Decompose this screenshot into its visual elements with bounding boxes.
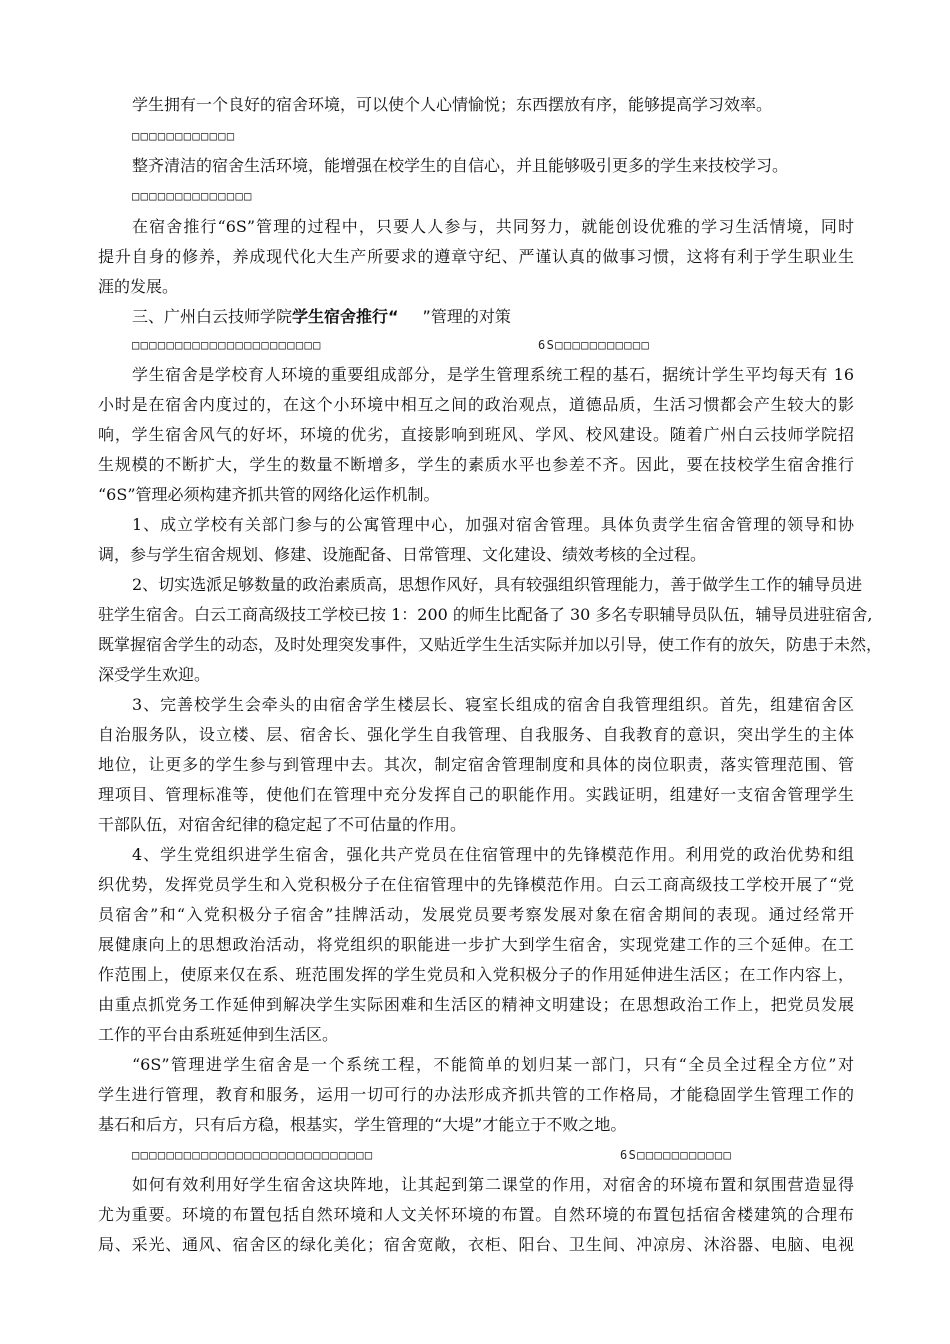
paragraph-line: 涯的发展。	[98, 277, 179, 296]
section-heading	[132, 302, 854, 332]
paragraph-line: 深受学生欢迎。	[98, 665, 211, 684]
paragraph-line: 3、完善校学生会牵头的由宿舍学生楼层长、寝室长组成的宿舍自我管理组织。首先，组建宿舍区	[132, 695, 854, 714]
garbled-text: □□□□□□□□□□□□□□	[132, 189, 253, 203]
paragraph-line: 提升自身的修养，养成现代化大生产所要求的遵章守纪、严谨认真的做事习惯，这将有利于学生职业生	[98, 247, 854, 266]
paragraph-line: 地位，让更多的学生参与到管理中去。其次，制定宿舍管理制度和具体的岗位职责，落实管理范围、管	[98, 755, 854, 774]
section-heading-part2: 学生宿舍推行“	[292, 307, 399, 326]
garbled-text: 6S□□□□□□□□□□□	[620, 1148, 733, 1162]
paragraph-line: 学生宿舍是学校育人环境的重要组成部分，是学生管理系统工程的基石，据统计学生平均每天有 16	[132, 365, 854, 384]
paragraph-line: 尤为重要。环境的布置包括自然环境和人文关怀环境的布置。自然环境的布置包括宿舍楼建筑的合理布	[98, 1205, 854, 1224]
paragraph-line: 局、采光、通风、宿舍区的绿化美化；宿舍宽敞，衣柜、阳台、卫生间、冲凉房、沐浴器、电脑、电视	[98, 1235, 854, 1254]
paragraph-line: “6S”管理进学生宿舍是一个系统工程，不能简单的划归某一部门，只有“全员全过程全方位”对	[132, 1055, 854, 1074]
paragraph-line: 展健康向上的思想政治活动，将党组织的职能进一步扩大到学生宿舍，实现党建工作的三个延伸。在工	[98, 935, 854, 954]
garbled-text: □□□□□□□□□□□□□□□□□□□□□□	[132, 338, 322, 352]
paragraph-line: 如何有效利用好学生宿舍这块阵地，让其起到第二课堂的作用，对宿舍的环境布置和氛围营造显得	[132, 1175, 854, 1194]
paragraph-line: 员宿舍”和“入党积极分子宿舍”挂牌活动，发展党员要考察发展对象在宿舍期间的表现。通过经常开	[98, 905, 854, 924]
paragraph-line: 理项目、管理标准等，使他们在管理中充分发挥自己的职能作用。实践证明，组建好一支宿舍管理学生	[98, 785, 854, 804]
paragraph-line: 既掌握宿舍学生的动态，及时处理突发事件，又贴近学生生活实际并加以引导，使工作有的放矢，防患于未然，	[98, 635, 883, 654]
paragraph-line: 学生进行管理，教育和服务，运用一切可行的办法形成齐抓共管的工作格局，才能稳固学生管理工作的	[98, 1085, 854, 1104]
paragraph-text: 整齐清洁的宿舍生活环境，能增强在校学生的自信心，并且能够吸引更多的学生来技校学习。	[132, 156, 789, 175]
paragraph-line: 2、切实选派足够数量的政治素质高，思想作风好，具有较强组织管理能力，善于做学生工作的辅导员进	[132, 575, 863, 594]
paragraph-line: 自治服务队，设立楼、层、宿舍长、强化学生自我管理、自我服务、自我教育的意识，突出学生的主体	[98, 725, 854, 744]
paragraph-line: 织优势，发挥党员学生和入党积极分子在住宿管理中的先锋模范作用。白云工商高级技工学校开展了“党	[98, 875, 854, 894]
paragraph-line: 调，参与学生宿舍规划、修建、设施配备、日常管理、文化建设、绩效考核的全过程。	[98, 545, 707, 564]
paragraph-line: 驻学生宿舍。白云工商高级技工学校已按 1：200 的师生比配备了 30 多名专职辅导员队伍，辅导员进驻宿舍,	[98, 605, 873, 624]
paragraph-line: 1、成立学校有关部门参与的公寓管理中心，加强对宿舍管理。具体负责学生宿舍管理的领导和协	[132, 515, 854, 534]
garbled-text: □□□□□□□□□□□□	[132, 129, 236, 143]
paragraph-line: 作范围上，使原来仅在系、班范围发挥的学生党员和入党积极分子的作用延伸进生活区；在工作内容上，	[98, 965, 854, 984]
paragraph-line: 小时是在宿舍内度过的，在这个小环境中相互之间的政治观点，道德品质，生活习惯都会产生较大的影	[98, 395, 854, 414]
paragraph-text: 学生拥有一个良好的宿舍环境，可以使个人心情愉悦；东西摆放有序，能够提高学习效率。	[132, 95, 773, 114]
paragraph-line: 干部队伍，对宿舍纪律的稳定起了不可估量的作用。	[98, 815, 467, 834]
paragraph-line: 工作的平台由系班延伸到生活区。	[98, 1025, 339, 1044]
garbled-text: 6S□□□□□□□□□□□	[538, 338, 651, 352]
paragraph-line: 4、学生党组织进学生宿舍，强化共产党员在住宿管理中的先锋模范作用。利用党的政治优势和组	[132, 845, 854, 864]
paragraph-line: 响，学生宿舍风气的好坏，环境的优劣，直接影响到班风、学风、校风建设。随着广州白云技师学院招	[98, 425, 854, 444]
section-heading-part3: ”管理的对策	[422, 307, 511, 326]
section-heading-part1: 三、广州白云技师学院	[132, 307, 293, 326]
paragraph-line: “6S”管理必须构建齐抓共管的网络化运作机制。	[98, 485, 440, 504]
garbled-text: □□□□□□□□□□□□□□□□□□□□□□□□□□□□	[132, 1148, 374, 1162]
paragraph-line: 基石和后方，只有后方稳，根基实，学生管理的“大堤”才能立于不败之地。	[98, 1115, 627, 1134]
paragraph-line: 生规模的不断扩大，学生的数量不断增多，学生的素质水平也参差不齐。因此，要在技校学生宿舍推行	[98, 455, 854, 474]
paragraph-line: 在宿舍推行“6S”管理的过程中，只要人人参与，共同努力，就能创设优雅的学习生活情境，同时	[132, 217, 854, 236]
paragraph-line: 由重点抓党务工作延伸到解决学生实际困难和生活区的精神文明建设；在思想政治工作上，把党员发展	[98, 995, 854, 1014]
